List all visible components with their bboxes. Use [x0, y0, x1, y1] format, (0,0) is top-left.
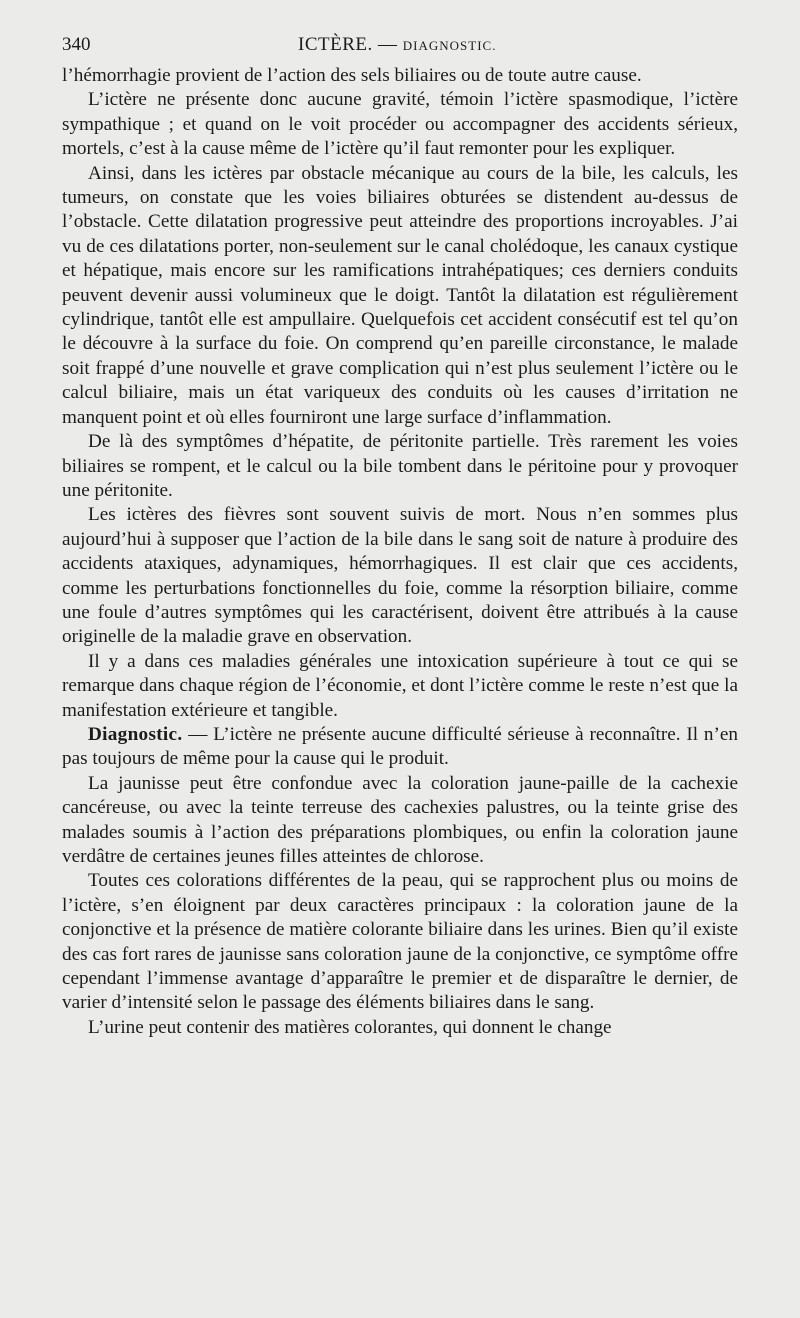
paragraph — [62, 430, 738, 503]
paragraph-text: Il y a dans ces maladies générales une intoxication supérieure à tout ce qui se remarque dans chaque région de l’économie, et dont l’ictère comme le reste n’est que la manifestation extérieure et tangible. — [62, 650, 738, 721]
paragraph — [62, 723, 738, 772]
paragraph-text: L’urine peut contenir des matières colorantes, qui donnent le change — [88, 1016, 612, 1038]
paragraph — [62, 88, 738, 161]
paragraph — [62, 650, 738, 723]
paragraph — [62, 162, 738, 430]
paragraph-text: l’hémorrhagie provient de l’action des sels biliaires ou de toute autre cause. — [62, 65, 642, 86]
chapter-title: ICTÈRE. — [298, 34, 373, 55]
paragraph-text: Les ictères des fièvres sont souvent suivis de mort. Nous n’en sommes plus aujourd’hui à supposer que l’action de la bile dans le sang soit de nature à produire des accidents ataxiques, adynamiques, hémorrhagiques. Il est clair que ces accidents, comme les perturbations fonctionnelles du foie, comme la résorption biliaire, comme une foule d’autres symptômes qui les caractérisent, doivent être attribués à la cause originelle de la maladie grave en observation. — [62, 504, 738, 648]
title-dash: — — [378, 34, 398, 55]
paragraph-text: Ainsi, dans les ictères par obstacle mécanique au cours de la bile, les calculs, les tumeurs, on constate que les voies biliaires obturées se distendent au-dessus de l’obstacle. Cette dilatation progressive peut atteindre des proportions incroyables. J’ai vu de ces dilatations porter, non-seulement sur le canal cholédoque, les canaux cystique et hépatique, mais encore sur les ramifications intrahépatiques; ces derniers conduits peuvent devenir aussi volumineux que le doigt. Tantôt la dilatation est régulièrement cylindrique, tantôt elle est ampullaire. Quelquefois cet accident consécutif est tel qu’on le découvre à la surface du foie. On comprend qu’en pareille circonstance, le malade soit frappé d’une nouvelle et grave complication qui n’est plus seulement l’ictère ou le calcul biliaire, mais un état variqueux des conduits où les causes d’irritation ne manquent point et où elles fourniront une large surface d’inflammation. — [62, 162, 738, 428]
paragraph-text: De là des symptômes d’hépatite, de péritonite partielle. Très rarement les voies biliaires se rompent, et le calcul ou la bile tombent dans le péritoine pour y provoquer une péritonite. — [62, 431, 738, 501]
paragraph — [62, 869, 738, 1015]
page-number: 340 — [62, 34, 91, 55]
section-title: DIAGNOSTIC. — [402, 38, 497, 53]
paragraph — [62, 772, 738, 870]
paragraph-text: La jaunisse peut être confondue avec la coloration jaune-paille de la cachexie cancéreuse, ou avec la teinte terreuse des cachexies palustres, ou la teinte grise des malades soumis à l’action des préparations plombiques, ou enfin la coloration jaune verdâtre de certaines jeunes filles atteintes de chlorose. — [62, 772, 738, 867]
body-text — [62, 64, 738, 1040]
paragraph — [62, 503, 738, 649]
paragraph-text: — L’ictère ne présente aucune difficulté sérieuse à reconnaître. Il n’en pas toujours de même pour la cause qui le produit. — [62, 723, 738, 770]
running-title — [298, 30, 496, 61]
paragraph-text: L’ictère ne présente donc aucune gravité, témoin l’ictère spasmodique, l’ictère sympathique ; et quand on le voit procéder ou accompagner des accidents sérieux, mortels, c’est à la cause même de l’ictère qu’il faut remonter pour les expliquer. — [62, 89, 738, 160]
paragraph — [62, 64, 738, 88]
section-heading-diagnostic: Diagnostic. — [88, 723, 183, 745]
paragraph-text: Toutes ces colorations différentes de la peau, qui se rapprochent plus ou moins de l’ictère, s’en éloignent par deux caractères principaux : la coloration jaune de la conjonctive et la présence de matière colorante biliaire dans les urines. Bien qu’il existe des cas fort rares de jaunisse sans coloration jaune de la conjonctive, ce symptôme offre cependant l’immense avantage d’apparaître le premier et de disparaître le dernier, de varier d’intensité selon le passage des éléments biliaires dans le sang. — [62, 870, 738, 1014]
paragraph — [62, 1016, 738, 1040]
running-head — [62, 30, 738, 60]
